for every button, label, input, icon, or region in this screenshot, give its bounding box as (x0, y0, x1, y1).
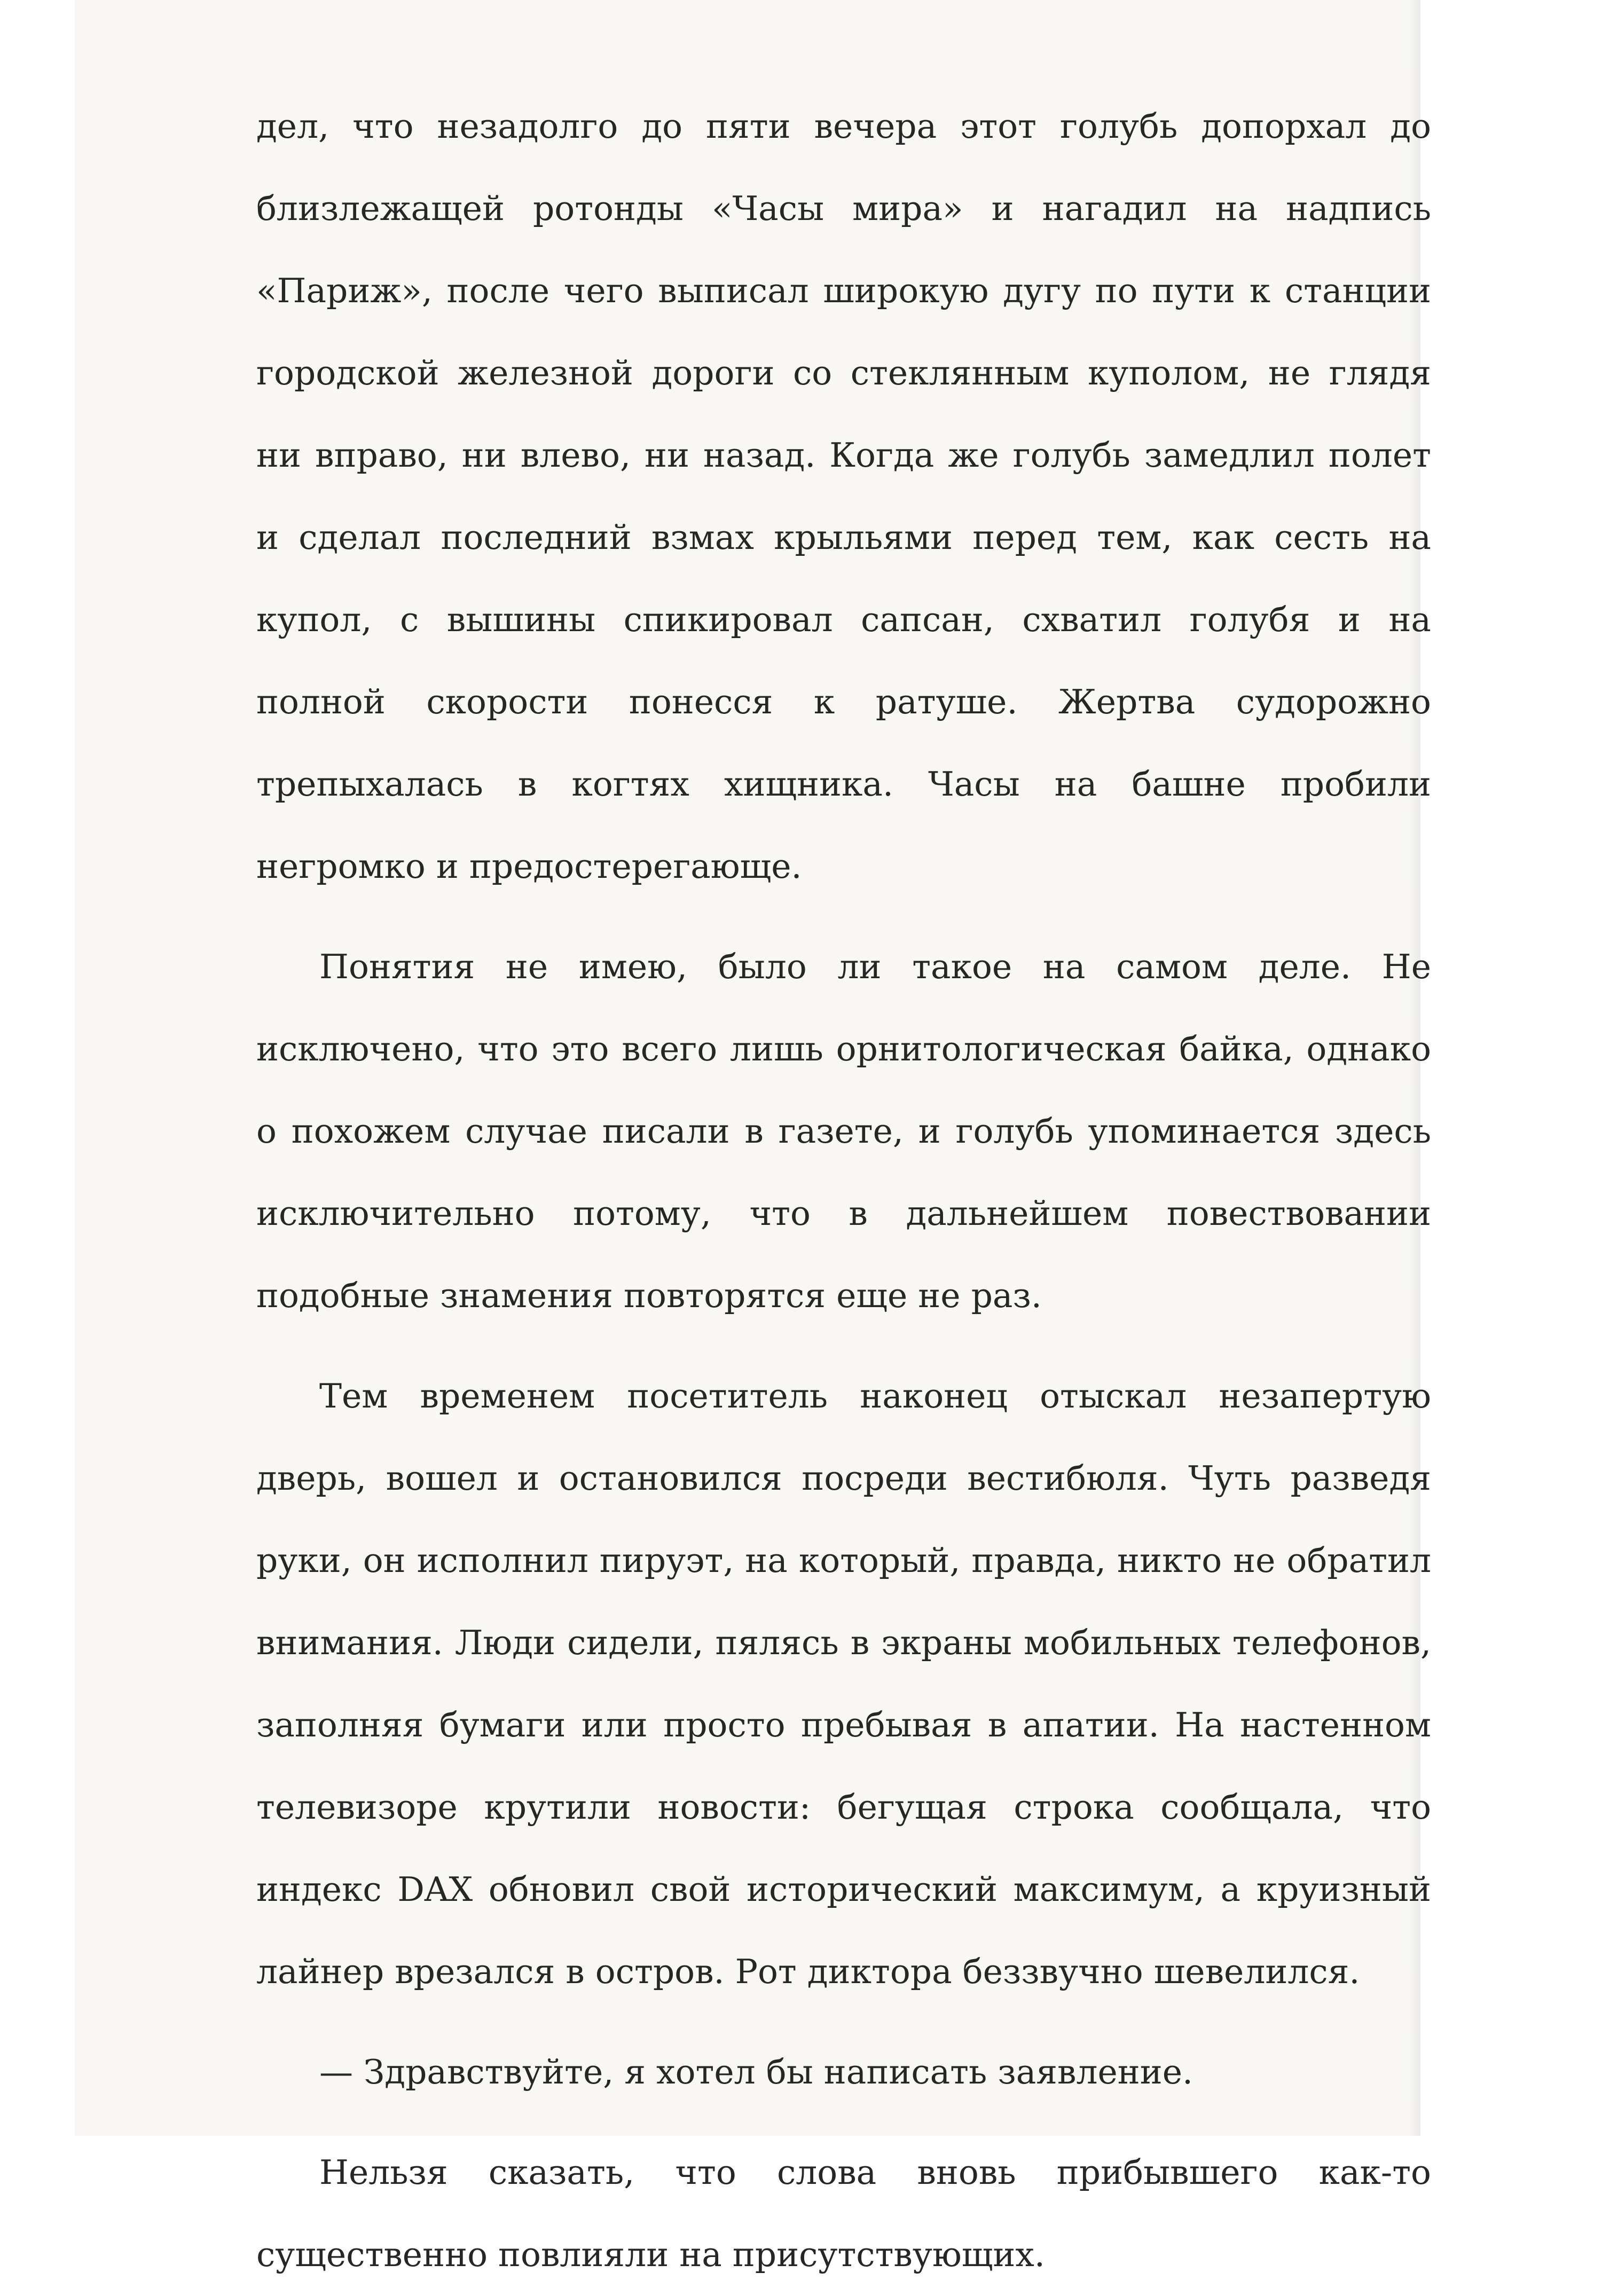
paragraph-2: Понятия не имею, было ли такое на самом деле. Не исключено, что это всего лишь орнитологическая байка, однако о похожем случае писали в газете, и голубь упоминается здесь исключительно потому, что в дальнейшем повествовании подобные знамения повторятся еще не раз. (256, 947, 1431, 1315)
book-page (75, 0, 1431, 2274)
page-text (256, 85, 1431, 2296)
paragraph-5: Нельзя сказать, что слова вновь прибывшего как-то существенно повлияли на присутствующих. (256, 2153, 1431, 2274)
paragraph-4-dialogue: — Здравствуйте, я хотел бы написать заявление. (319, 2053, 1193, 2091)
paragraph-1: дел, что незадолго до пяти вечера этот голубь допорхал до близлежащей ротонды «Часы мира» и нагадил на надпись «Париж», после чего выписал широкую дугу по пути к станции городской железной дороги со стеклянным куполом, не глядя ни вправо, ни влево, ни назад. Когда же голубь замедлил полет и сделал последний взмах крыльями перед тем, как сесть на купол, с вышины спикировал сапсан, схватил голубя и на полной скорости понесся к ратуше. Жертва судорожно трепыхалась в когтях хищника. Часы на башне пробили негромко и предостерегающе. (256, 107, 1431, 886)
paragraph-3: Тем временем посетитель наконец отыскал незапертую дверь, вошел и остановился посреди вестибюля. Чуть разведя руки, он исполнил пируэт, на который, правда, никто не обратил внимания. Люди сидели, пялясь в экраны мобильных телефонов, заполняя бумаги или просто пребывая в апатии. На настенном телевизоре крутили новости: бегущая строка сообщала, что индекс DAX обновил свой исторический максимум, а круизный лайнер врезался в остров. Рот диктора беззвучно шевелился. (256, 1377, 1431, 1991)
